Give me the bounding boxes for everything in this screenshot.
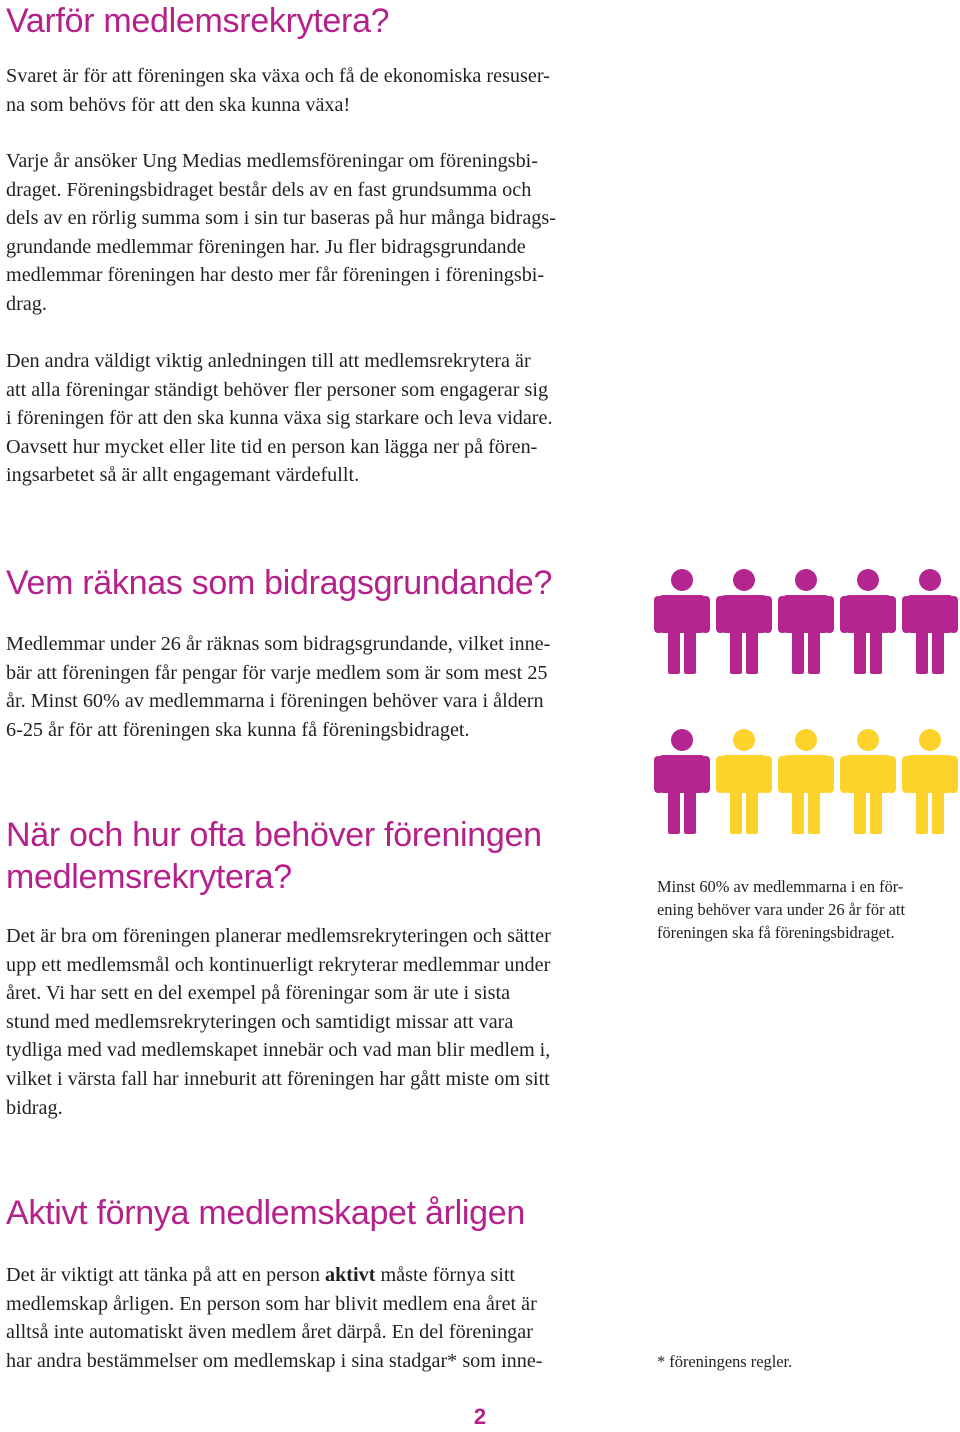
person-icon	[716, 728, 772, 834]
emphasis-aktivt: aktivt	[324, 1264, 376, 1286]
infographic-caption: Minst 60% av medlemmarna i en för- ening behöver vara under 26 år för att föreningen ska få föreningsbidraget.	[657, 877, 906, 942]
paragraph-grant: Varje år ansöker Ung Medias medlemsföreningar om föreningsbi- draget. Föreningsbidraget består dels av en fast grundsumma och dels av en rörlig summa som i sin tur baseras på hur många bidrags- grundande medlemmar föreningen har. Ju fler bidragsgrundande medlemmar föreningen har desto mer får föreningen i föreningsbi- drag.	[6, 150, 556, 315]
person-icon	[778, 728, 834, 834]
footnote: * föreningens regler.	[657, 1352, 793, 1371]
heading-who-counts: Vem räknas som bidragsgrundande?	[6, 564, 553, 602]
heading-renew-membership: Aktivt förnya medlemskapet årligen	[6, 1194, 525, 1232]
paragraph-renew-membership: Det är viktigt att tänka på att en person aktivt måste förnya sitt medlemskap årligen. En person som har blivit medlem ena året är alltså inte automatiskt även medlem året därpå. En del föreningar har andra bestämmelser om medlemskap i sina stadgar* som inne-	[6, 1264, 543, 1372]
paragraph-when-recruit: Det är bra om föreningen planerar medlemsrekryteringen och sätter upp ett medlemsmål och kontinuerligt rekryterar medlemmar under året. Vi har sett en del exempel på föreningar som är ute i sista stund med medlemsrekryteringen och samtidigt missar att vara tydliga med vad medlemskapet innebär och vad man blir medlem i, vilket i värsta fall har inneburit att föreningen har gått miste om sitt bidrag.	[6, 925, 551, 1119]
person-icon	[778, 568, 834, 674]
paragraph-answer: Svaret är för att föreningen ska växa och få de ekonomiska resuser- na som behövs för att den ska kunna växa!	[6, 65, 550, 116]
person-icon	[902, 568, 958, 674]
person-icon	[902, 728, 958, 834]
page-number: 2	[473, 1404, 487, 1429]
person-icon	[840, 728, 896, 834]
people-infographic	[654, 568, 960, 834]
paragraph-who-counts: Medlemmar under 26 år räknas som bidragsgrundande, vilket inne- bär att föreningen får pengar för varje medlem som är som mest 25 år. Minst 60% av medlemmarna i föreningen behöver vara i åldern 6-25 år för att föreningen ska kunna få föreningsbidraget.	[6, 633, 551, 741]
person-icon	[840, 568, 896, 674]
heading-why-recruit: Varför medlemsrekrytera?	[6, 2, 390, 40]
heading-when-recruit: När och hur ofta behöver föreningen medlemsrekrytera?	[6, 816, 542, 896]
paragraph-engagement: Den andra väldigt viktig anledningen till att medlemsrekrytera är att alla föreningar ständigt behöver fler personer som engagerar sig i föreningen för att den ska kunna växa sig starkare och leva vidare. Oavsett hur mycket eller lite tid en person kan lägga ner på fören- ingsarbetet så är allt engagemant värdefullt.	[6, 350, 553, 487]
person-icon	[654, 728, 710, 834]
person-icon	[716, 568, 772, 674]
person-icon	[654, 568, 710, 674]
